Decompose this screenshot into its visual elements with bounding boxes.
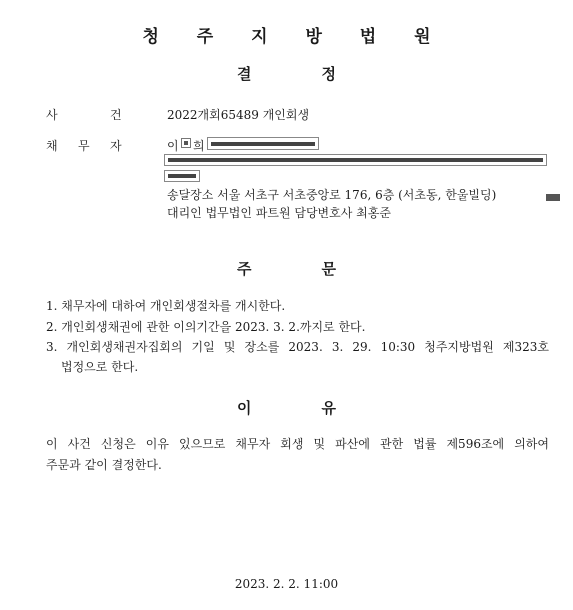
- service-address: 송달장소 서울 서초구 서초중앙로 176, 6층 (서초동, 한울빌딩): [167, 188, 497, 202]
- order-item-3-continued: 법정으로 한다.: [61, 360, 139, 374]
- reason-heading-char-1: 이: [237, 399, 252, 417]
- debtor-label-char-3: 자: [110, 139, 122, 153]
- reason-line-2: 주문과 같이 결정한다.: [46, 458, 162, 472]
- court-name: 청 주 지 방 법 원: [142, 27, 447, 47]
- order-heading: [0, 258, 573, 279]
- redacted-name-block: [207, 137, 319, 150]
- order-item-2: 2. 개인회생채권에 관한 이의기간을 2023. 3. 2.까지로 한다.: [46, 320, 366, 334]
- order-heading-char-2: 문: [321, 260, 336, 278]
- reason-line-1: 이 사건 신청은 이유 있으므로 채무자 회생 및 파산에 관한 법률 제596조에 의하여: [46, 437, 549, 451]
- reason-heading-char-2: 유: [321, 399, 336, 417]
- debtor-label-char-1: 채: [46, 139, 58, 153]
- case-label-char-2: 건: [110, 108, 122, 122]
- debtor-label: [46, 137, 122, 154]
- redacted-address-block-2: [164, 170, 200, 182]
- document-title-char-2: 정: [321, 65, 336, 83]
- order-item-3: 3. 개인회생채권자집회의 기일 및 장소를 2023. 3. 29. 10:30 청주지방법원 제323호: [46, 340, 549, 354]
- order-item-1: 1. 채무자에 대하여 개인회생절차를 개시한다.: [46, 299, 286, 313]
- debtor-name-prefix: 이: [167, 139, 179, 153]
- legal-agent: 대리인 법무법인 파트원 담당변호사 최홍준: [167, 206, 391, 220]
- decision-date: 2023. 2. 2. 11:00: [234, 577, 339, 591]
- order-heading-char-1: 주: [237, 260, 252, 278]
- case-label: [46, 106, 122, 123]
- debtor-label-char-2: 무: [78, 139, 90, 153]
- redacted-tail-block: [546, 194, 560, 201]
- document-title: [0, 63, 573, 84]
- document-title-char-1: 결: [237, 65, 252, 83]
- debtor-name-suffix: 희: [193, 139, 205, 153]
- redacted-address-block-1: [164, 154, 547, 166]
- case-label-char-1: 사: [46, 108, 58, 122]
- reason-heading: [0, 397, 573, 418]
- name-redaction-mark: [181, 138, 191, 148]
- case-number: 2022개회65489 개인회생: [167, 108, 310, 122]
